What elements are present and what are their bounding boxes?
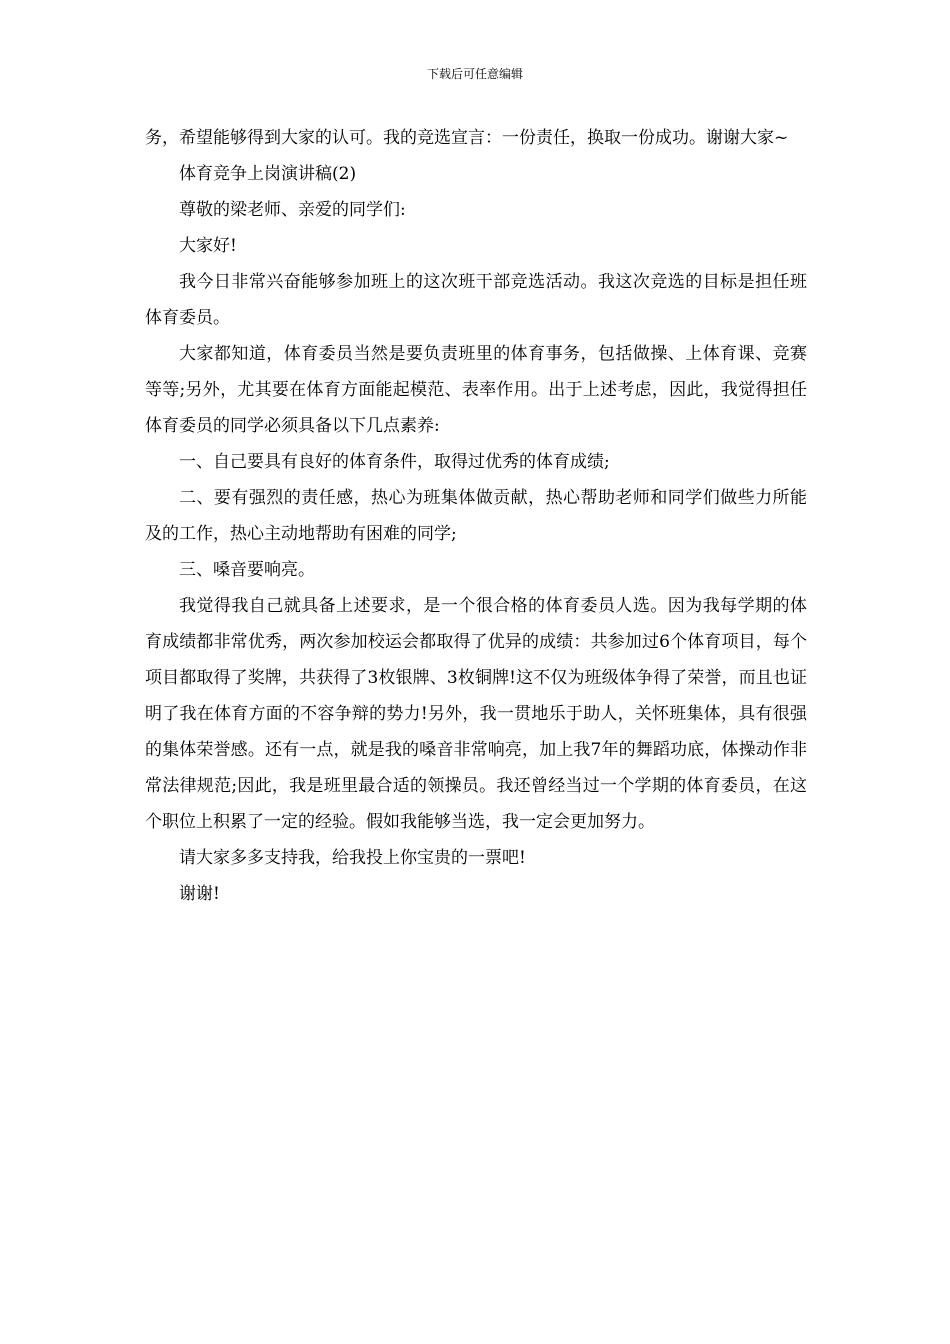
paragraph-duties: 大家都知道，体育委员当然是要负责班里的体育事务，包括做操、上体育课、竞赛等等;另外，尤其要在体育方面能起模范、表率作用。出于上述考虑，因此，我觉得担任体育委员的同学必须具备以下几点素养:	[145, 344, 807, 436]
greeting: 大家好!	[179, 236, 237, 256]
paragraph-continuation: 务，希望能够得到大家的认可。我的竞选宣言：一份责任，换取一份成功。谢谢大家~	[145, 128, 789, 148]
paragraph-intro: 我今日非常兴奋能够参加班上的这次班干部竞选活动。我这次竞选的目标是担任班体育委员。	[145, 272, 807, 328]
salutation: 尊敬的梁老师、亲爱的同学们:	[179, 200, 406, 220]
list-item-one: 一、自己要具有良好的体育条件，取得过优秀的体育成绩;	[179, 452, 610, 472]
paragraph-appeal: 请大家多多支持我，给我投上你宝贵的一票吧!	[179, 848, 526, 868]
list-item-two: 二、要有强烈的责任感，热心为班集体做贡献，热心帮助老师和同学们做些力所能及的工作，热心主动地帮助有困难的同学;	[145, 488, 807, 544]
paragraph-qualifications: 我觉得我自己就具备上述要求，是一个很合格的体育委员人选。因为我每学期的体育成绩都非常优秀，两次参加校运会都取得了优异的成绩：共参加过6个体育项目，每个项目都取得了奖牌，共获得了3枚银牌、3枚铜牌!这不仅为班级体争得了荣誉，而且也证明了我在体育方面的不容争辩的势力!另外，我一贯地乐于助人，关怀班集体，具有很强的集体荣誉感。还有一点，就是我的嗓音非常响亮，加上我7年的舞蹈功底，体操动作非常法律规范;因此，我是班里最合适的领操员。我还曾经当过一个学期的体育委员，在这个职位上积累了一定的经验。假如我能够当选，我一定会更加努力。	[145, 596, 807, 832]
document-body	[145, 120, 807, 912]
list-item-three: 三、嗓音要响亮。	[179, 560, 315, 580]
page-header: 下载后可任意编辑	[426, 67, 523, 81]
closing-thanks: 谢谢!	[179, 884, 220, 904]
section-title: 体育竞争上岗演讲稿(2)	[179, 164, 357, 184]
